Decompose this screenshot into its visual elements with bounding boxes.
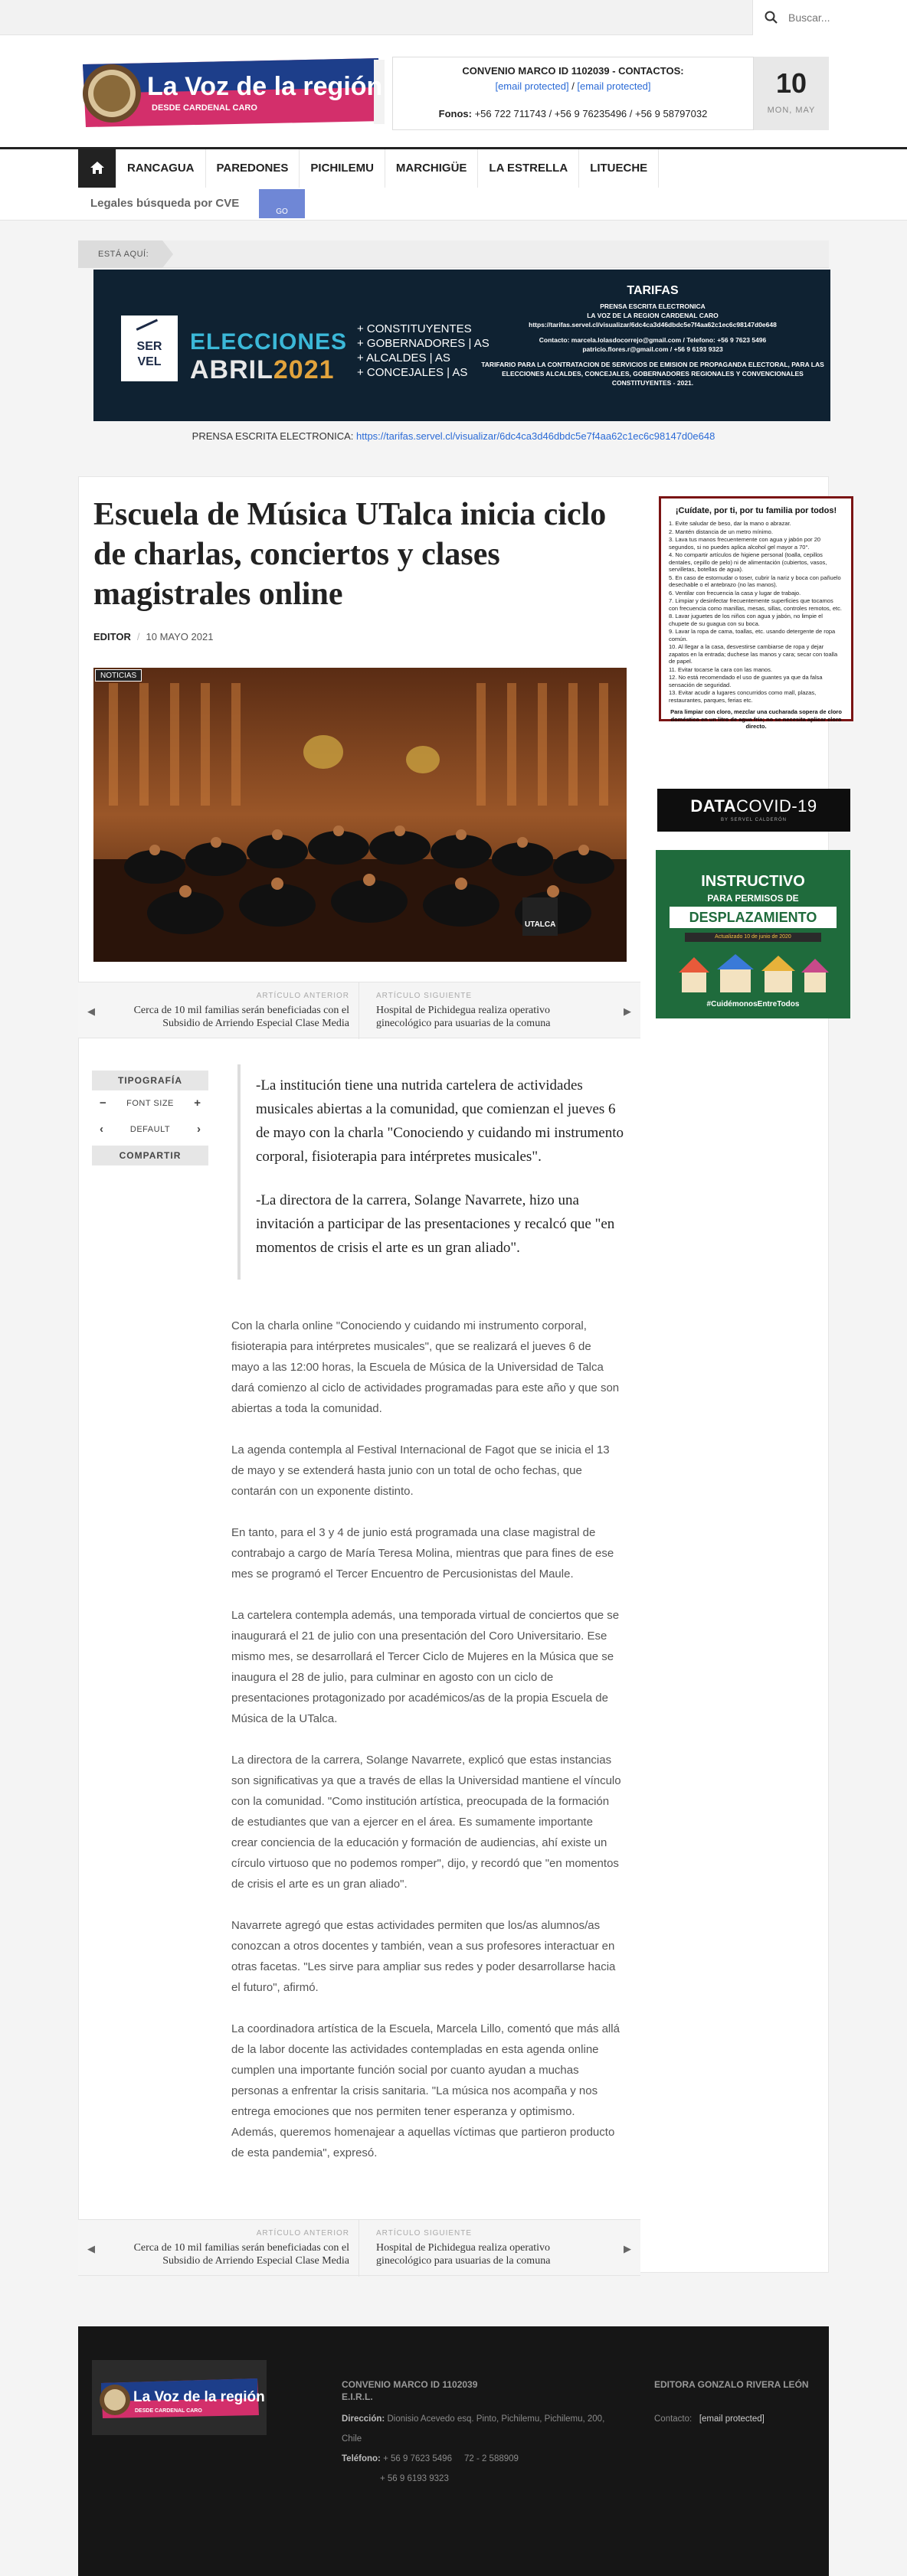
breadcrumb-arrow-icon (162, 240, 173, 268)
contact-email-link[interactable]: [email protected] (495, 80, 569, 92)
next-article-link[interactable] (359, 2220, 640, 2277)
body-paragraph: Navarrete agregó que estas actividades permiten que los/as alumnos/as conozcan a otros docentes y también, vean a sus profesores interactuar en otras facetas. "Les sirve para ampliar sus redes y poder desarrollarse hacia el futuro", afirmó. (231, 1919, 616, 1994)
font-family-label: DEFAULT (129, 1125, 171, 1134)
datacovid-subtitle: BY SERVEL CALDERÓN (721, 818, 787, 822)
typography-header: TIPOGRAFÍA (92, 1071, 208, 1090)
prev-label: ARTÍCULO ANTERIOR (256, 2229, 349, 2238)
chevron-right-icon: ▶ (624, 2243, 631, 2254)
share-button[interactable]: COMPARTIR (92, 1146, 208, 1165)
footer-phones (342, 2449, 617, 2469)
contact-title: CONVENIO MARCO ID 1102039 - CONTACTOS: (462, 65, 684, 77)
breadcrumb (78, 240, 829, 268)
chevron-left-icon: ◀ (87, 2243, 95, 2254)
banner-list-item: + GOBERNADORES | AS (357, 337, 490, 350)
footer-logo-subtitle: DESDE CARDENAL CARO (135, 2408, 202, 2414)
covid-care-item: 2. Mantén distancia de un metro mínimo. (669, 528, 773, 535)
address-value: Dionisio Acevedo esq. Pinto, Pichilemu, Pichilemu, 200, Chile (342, 2414, 605, 2444)
site-footer (78, 2326, 829, 2576)
legales-search (78, 189, 305, 218)
search-box[interactable] (752, 0, 907, 35)
phones-label: Fonos: (438, 108, 472, 119)
instructivo-banner[interactable] (656, 850, 850, 1018)
body-paragraph: En tanto, para el 3 y 4 de junio está programada una clase magistral de contrabajo a cargo de María Teresa Molina, mientras que para fines de ese mes se programó el Tercer Encuentro de Percusionistas del Maule. (231, 1526, 614, 1581)
lead-quote: -La institución tiene una nutrida cartelera de actividades musicales abiertas a la comunidad, que comienzan el jueves 6 de mayo con la charla "Conociendo y cuidando mi instrumento corporal, fisioterapia para intérpretes musicales". (256, 1077, 624, 1165)
covid-care-item: 1. Evite saludar de beso, dar la mano o abrazar. (669, 520, 791, 527)
font-next-button[interactable]: › (197, 1123, 201, 1136)
article-body (231, 1316, 622, 2184)
nav-item-la-estrella[interactable]: LA ESTRELLA (478, 149, 579, 188)
prensa-line (78, 430, 829, 442)
tarifas-line: https://tarifas.servel.cl/visualizar/6dc4ca3d46dbdc5e7f4aa62c1ec6c98147d0e648 (529, 321, 777, 329)
legales-go-button[interactable] (259, 189, 305, 218)
body-paragraph: La agenda contempla al Festival Internacional de Fagot que se inicia el 13 de mayo y se extenderá hasta junio con un total de ocho fechas, que contarán con un exponente distinto. (231, 1443, 610, 1498)
contact-phones (393, 108, 753, 119)
servel-logo (121, 315, 178, 381)
covid-care-footer: Para limpiar con cloro, mezclar una cucharada sopera de cloro doméstico en un litro de agua fría; no se necesita aplicar cloro directo. (670, 708, 842, 730)
address-label: Dirección: (342, 2414, 385, 2424)
instructivo-hashtag: #CuidémonosEntreTodos (706, 1000, 800, 1008)
phone-2: 72 - 2 588909 (463, 2454, 519, 2463)
body-paragraph: Con la charla online "Conociendo y cuidando mi instrumento corporal, fisioterapia para intérpretes musicales", que se realizará el jueves 6 de mayo a las 12:00 horas, la Escuela de Música de la Universidad de Talca dará comienzo al ciclo de actividades programadas para este año y que son abiertas a toda la comunidad. (231, 1319, 620, 1415)
chevron-right-icon: ▶ (624, 1005, 631, 1017)
next-title: Hospital de Pichidegua realiza operativo ginecológico para usuarias de la comuna (376, 1005, 551, 1029)
servel-banner[interactable] (93, 270, 830, 421)
font-decrease-button[interactable]: − (100, 1097, 106, 1110)
nav-item-paredones[interactable]: PAREDONES (206, 149, 300, 188)
banner-list-item: + ALCALDES | AS (357, 351, 450, 364)
chevron-left-icon: ◀ (87, 1005, 95, 1017)
search-icon[interactable] (764, 10, 779, 25)
article-meta: EDITOR / 10 MAYO 2021 (93, 631, 214, 642)
instructivo-date: Actualizado 10 de junio de 2020 (685, 933, 821, 942)
hero-image (93, 668, 627, 962)
covid-care-item: 6. Ventilar con frecuencia la casa y lugar de trabajo. (669, 589, 801, 597)
nav-item-marchigue[interactable]: MARCHIGÜE (385, 149, 479, 188)
instructivo-title: INSTRUCTIVO (701, 873, 805, 890)
covid-care-item: 3. Lava tus manos frecuentemente con agua y jabón por 20 segundos, si no puedes aplica alcohol gel mayor a 70°. (669, 536, 821, 551)
tarifas-line: patricio.flores.r@gmail.com / +56 9 6193 9323 (582, 345, 723, 353)
covid-care-item: 7. Limpiar y desinfectar frecuentemente superficies que tocamos con frecuencia como manillas, mesas, sillas, controles remotos, etc. (669, 597, 842, 612)
datacovid-title (657, 796, 850, 816)
phones-value: +56 722 711743 / +56 9 76235496 / +56 9 58797032 (474, 108, 708, 119)
covid-care-item: 11. Evitar tocarse la cara con las manos. (669, 665, 772, 673)
next-label: ARTÍCULO SIGUIENTE (376, 2229, 473, 2238)
font-size-label: FONT SIZE (126, 1099, 174, 1108)
font-increase-button[interactable]: + (194, 1097, 201, 1110)
contact-label: Contacto: (654, 2414, 693, 2424)
contact-email-link[interactable]: [email protected] (699, 2414, 765, 2424)
houses-illustration-icon (671, 950, 835, 995)
footer-company-title: CONVENIO MARCO ID 1102039 (342, 2379, 478, 2390)
banner-list-item: + CONCEJALES | AS (357, 366, 468, 379)
main-nav (0, 147, 907, 221)
logo-subtitle: DESDE CARDENAL CARO (152, 103, 257, 113)
logo-title: La Voz de la región (147, 72, 383, 101)
article-lead-quotes (237, 1064, 628, 1280)
footer-address (342, 2409, 617, 2449)
date-box (754, 57, 829, 130)
covid-care-item: 13. Evitar acudir a lugares concurridos como mall, plazas, restaurantes, parques, ferias etc. (669, 689, 817, 704)
banner-elecciones: ELECCIONES (190, 329, 348, 355)
covid-care-item: 8. Lavar juguetes de los niños con agua y jabón, no limpie el chupete de su guagua con su boca. (669, 613, 823, 627)
font-size-row (92, 1090, 208, 1116)
footer-logo[interactable] (92, 2360, 267, 2435)
breadcrumb-label: ESTÁ AQUÍ: (98, 250, 149, 259)
legales-label: Legales búsqueda por CVE (90, 197, 240, 210)
nav-item-rancagua[interactable]: RANCAGUA (116, 149, 206, 188)
prev-article-link[interactable] (78, 2220, 359, 2277)
prev-label: ARTÍCULO ANTERIOR (256, 992, 349, 1000)
banner-tarifas (476, 286, 829, 387)
lead-quote: -La directora de la carrera, Solange Navarrete, hizo una invitación a participar de las presentaciones y recalcó que "en momentos de crisis el arte es un gran aliado". (256, 1192, 615, 1256)
nav-item-pichilemu[interactable]: PICHILEMU (300, 149, 385, 188)
category-tag[interactable]: NOTICIAS (95, 669, 142, 682)
breadcrumb-tag (78, 240, 162, 268)
hero-badge: UTALCA (525, 920, 556, 929)
banner-list-item: + CONSTITUYENTES (357, 322, 472, 335)
site-logo[interactable] (78, 57, 389, 130)
prensa-label: PRENSA ESCRITA ELECTRONICA: (192, 430, 356, 442)
home-icon (90, 161, 105, 175)
datacovid-banner[interactable] (657, 789, 850, 832)
covid-care-item: 10. Al llegar a la casa, desvestirse cambiarse de ropa y dejar zapatos en la entrada; duchese las manos y cara; secar con toalla de papel. (669, 643, 838, 665)
prev-title: Cerca de 10 mil familias serán beneficiadas con el Subsidio de Arriendo Especial Clase Media (133, 2242, 349, 2267)
next-article-link[interactable] (359, 982, 640, 1039)
banner-month: ABRIL (190, 355, 273, 384)
footer-editor (654, 2378, 823, 2429)
prev-article-link[interactable] (78, 982, 359, 1039)
next-label: ARTÍCULO SIGUIENTE (376, 992, 473, 1000)
next-title: Hospital de Pichidegua realiza operativo ginecológico para usuarias de la comuna (376, 2242, 551, 2267)
contact-emails (393, 80, 753, 92)
post-navigation-bottom (78, 2219, 640, 2276)
covid-care-item: 5. En caso de estornudar o toser, cubrir la nariz y boca con pañuelo desechable o el antebrazo (no las manos). (669, 574, 841, 588)
contact-box (392, 57, 754, 130)
datacovid-title-a: DATA (690, 796, 737, 816)
check-mark-icon (136, 319, 163, 342)
prensa-link[interactable]: https://tarifas.servel.cl/visualizar/6dc4ca3d46dbdc5e7f4aa62c1ec6c98147d0e648 (355, 430, 715, 442)
instructivo-subtitle: PARA PERMISOS DE (707, 893, 799, 904)
tarifas-line: TARIFARIO PARA LA CONTRATACION DE SERVICIOS DE EMISION DE PROPAGANDA ELECTORAL, PARA LAS ELECCIONES ALCALDES, CONCEJALES, GOBERNADORES REGIONALES Y CONVENCIONALES CONSTITUYENTES - 2021. (481, 361, 824, 387)
banner-abril (190, 355, 335, 385)
nav-item-litueche[interactable]: LITUECHE (579, 149, 659, 188)
footer-company-sub: E.I.R.L. (342, 2391, 373, 2402)
covid-care-title: ¡Cuídate, por ti, por tu familia por todos! (675, 506, 837, 515)
article-date: 10 MAYO 2021 (146, 631, 214, 642)
font-family-row (92, 1116, 208, 1143)
nav-home[interactable] (78, 149, 116, 188)
footer-contact (654, 2409, 823, 2429)
datacovid-title-b: COVID-19 (736, 796, 817, 816)
date-day: 10 (775, 67, 807, 99)
covid-care-item: 4. No compartir artículos de higiene personal (toalla, cepillos dentales, cepillo de pelo) ni de alimentación (cubiertos, vasos, servilletas, botellas de agua). (669, 551, 827, 573)
body-paragraph: La directora de la carrera, Solange Navarrete, explicó que estas instancias son significativas ya que a través de ellas la Universidad mantiene el vínculo con la comunidad. "Como institución artística, preocupada de la formación de estudiantes que van a ejercer en el área. Es sumamente importante crear conciencia de la educación y formación de audiencias, ahí existe un círculo virtuoso que no podemos romper", dijo, y recordó que "en momentos de crisis el arte es un gran aliado". (231, 1754, 621, 1891)
article-title: Escuela de Música UTalca inicia ciclo de charlas, conciertos y clases magistrales online (93, 497, 607, 612)
tarifas-title: TARIFAS (627, 284, 679, 297)
contact-email-link[interactable]: [email protected] (577, 80, 651, 92)
body-paragraph: La cartelera contempla además, una temporada virtual de conciertos que se inaugurará el 21 de julio con una presentación del Coro Universitario. Ese mismo mes, se desarrollará el Tercer Ciclo de Mujeres en la Música que se inaugura el 28 de julio, para culminar en agosto con un ciclo de presentaciones protagonizado por académicos/as de la propia Escuela de Música de la UTalca. (231, 1609, 620, 1725)
nav-row (78, 149, 659, 188)
email-separator: / (568, 80, 578, 92)
article-tools (92, 1071, 208, 1165)
phone-label: Teléfono: (342, 2454, 381, 2463)
post-navigation (78, 982, 640, 1038)
prev-title: Cerca de 10 mil familias serán beneficiadas con el Subsidio de Arriendo Especial Clase Media (133, 1005, 349, 1029)
tarifas-line: LA VOZ DE LA REGION CARDENAL CARO (587, 312, 719, 319)
servel-logo-line1: SER (136, 340, 162, 353)
covid-care-item: 9. Lavar la ropa de cama, toallas, etc. usando detergente de ropa común. (669, 628, 836, 642)
footer-editor-title: EDITORA GONZALO RIVERA LEÓN (654, 2379, 809, 2390)
phone-1: + 56 9 7623 5496 (383, 2454, 452, 2463)
site-header (0, 35, 907, 147)
tarifas-line: PRENSA ESCRITA ELECTRONICA (600, 302, 706, 310)
phone-3: + 56 9 6193 9323 (380, 2474, 449, 2483)
go-label: GO (276, 208, 288, 216)
servel-logo-line2: VEL (137, 355, 162, 368)
body-paragraph: La coordinadora artística de la Escuela, Marcela Lillo, comentó que más allá de la labor docente las actividades contempladas en esta agenda online cumplen una importante función social por cuanto ayudan a muchas personas a enfrentar la crisis sanitaria. "La música nos acompaña y nos entrega emociones que nos permiten tener esperanza y optimismo. Además, queremos homenajear a aquellas víctimas que partieron producto de esta pandemia", expresó. (231, 2022, 620, 2159)
date-month: MON, MAY (767, 106, 816, 115)
font-prev-button[interactable]: ‹ (100, 1123, 103, 1136)
banner-year: 2021 (273, 355, 335, 384)
covid-care-item: 12. No está recomendado el uso de guantes ya que da falsa sensación de seguridad. (669, 674, 823, 688)
footer-company (342, 2378, 617, 2489)
search-input[interactable] (788, 8, 902, 28)
covid-care-box[interactable] (659, 496, 853, 730)
footer-logo-title: La Voz de la región (133, 2389, 265, 2405)
article-author[interactable]: EDITOR (93, 631, 131, 642)
tarifas-line: Contacto: marcela.lolasdocorrejo@gmail.com / Telefono: +56 9 7623 5496 (539, 336, 767, 344)
instructivo-highlight: DESPLAZAMIENTO (670, 907, 837, 928)
